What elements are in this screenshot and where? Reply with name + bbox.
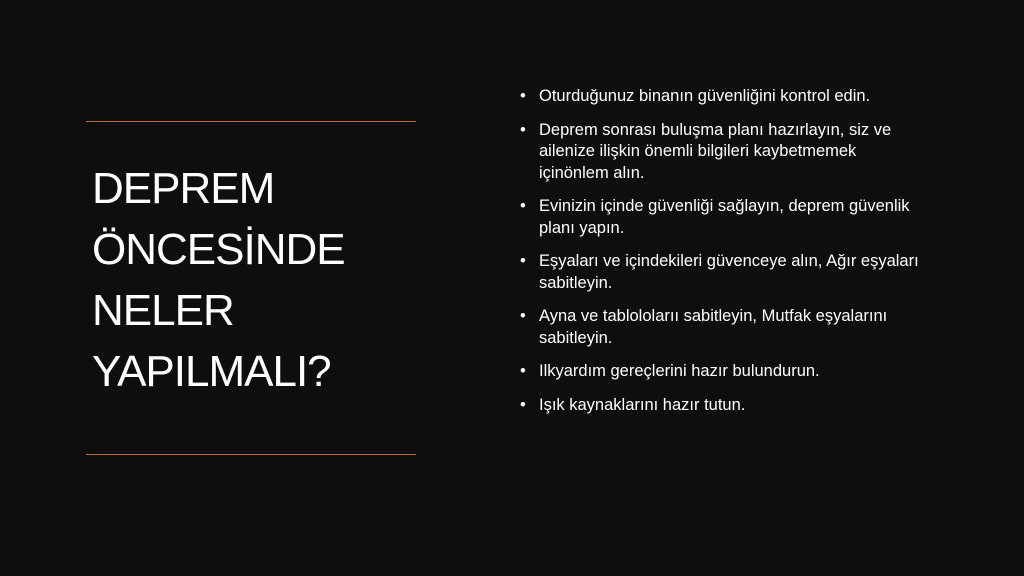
top-divider <box>86 121 416 122</box>
bullet-item <box>518 361 928 383</box>
bullet-item <box>518 306 928 349</box>
bullet-list <box>518 86 928 428</box>
bullet-text: Ayna ve tablololarıı sabitleyin, Mutfak eşyalarını sabitleyin. <box>539 307 888 347</box>
bullet-item <box>518 196 928 239</box>
bullet-icon: • <box>520 362 526 380</box>
bullet-text: Oturduğunuz binanın güvenliğini kontrol edin. <box>539 87 871 105</box>
bullet-icon: • <box>520 252 526 270</box>
bullet-text: Evinizin içinde güvenliği sağlayın, deprem güvenlik planı yapın. <box>539 197 910 237</box>
bullet-icon: • <box>520 395 526 414</box>
bullet-icon: • <box>520 87 526 105</box>
title-line: DEPREM <box>92 164 275 213</box>
bullet-item <box>518 251 928 294</box>
bullet-icon: • <box>520 307 526 325</box>
bullet-icon: • <box>520 120 526 139</box>
slide-title <box>92 158 422 402</box>
bullet-item <box>518 395 928 417</box>
bullet-text: Ilkyardım gereçlerini hazır bulundurun. <box>539 362 820 380</box>
title-line: NELER <box>92 286 234 335</box>
bullet-item <box>518 120 928 185</box>
bullet-text: Deprem sonrası buluşma planı hazırlayın, siz ve ailenize ilişkin önemli bilgileri kaybetmemek içinönlem alın. <box>539 120 892 182</box>
title-line: ÖNCESİNDE <box>92 225 345 274</box>
bottom-divider <box>86 454 416 455</box>
bullet-text: Eşyaları ve içindekileri güvenceye alın, Ağır eşyaları sabitleyin. <box>539 252 919 292</box>
bullet-text: Işık kaynaklarını hazır tutun. <box>539 395 746 414</box>
title-line: YAPILMALI? <box>92 347 331 396</box>
bullet-icon: • <box>520 197 526 215</box>
bullet-item <box>518 86 928 108</box>
